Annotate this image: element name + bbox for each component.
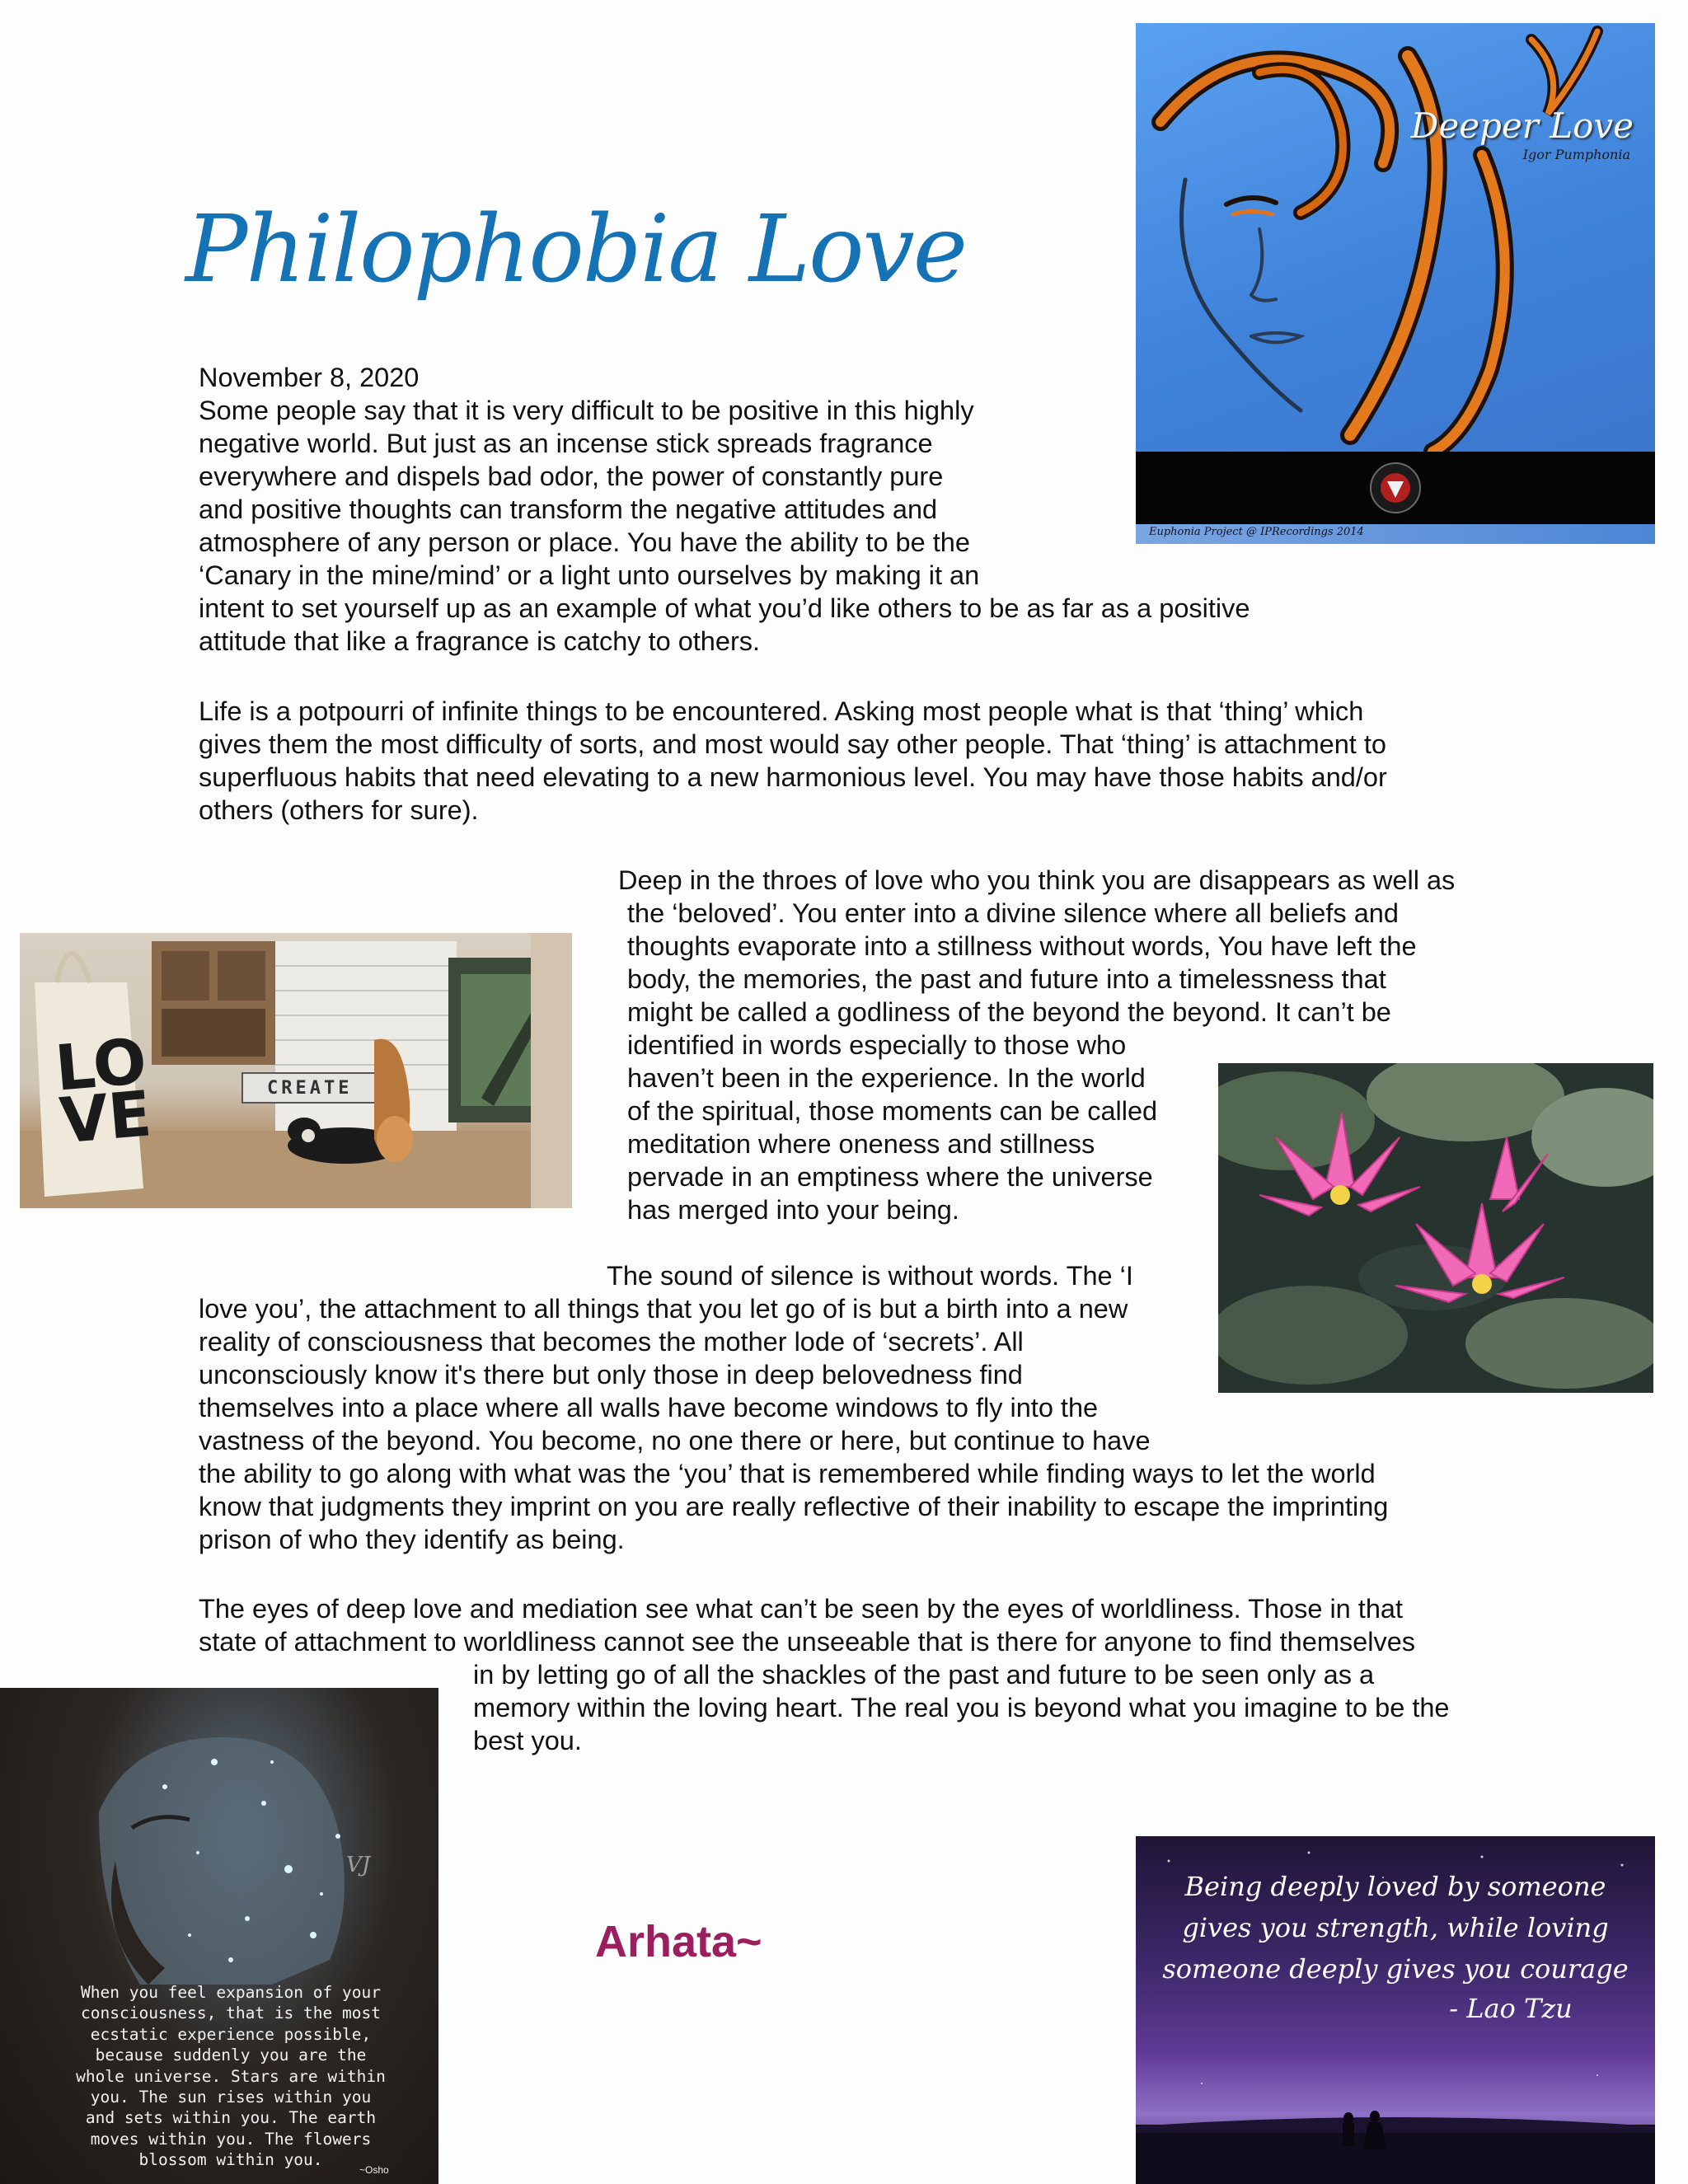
- text-line: the ability to go along with what was the ‘you’ that is remembered while finding ways to let the world: [199, 1459, 1376, 1488]
- quote-line: Being deeply loved by someone: [1184, 1871, 1606, 1902]
- text-line: The sound of silence is without words. The ‘I: [607, 1261, 1133, 1291]
- text-line: the ‘beloved’. You enter into a divine silence where all beliefs and: [627, 898, 1399, 928]
- text-line: thoughts evaporate into a stillness without words, You have left the: [627, 931, 1417, 961]
- album-artist: Igor Pumphonia: [1522, 147, 1630, 162]
- quote-line: ecstatic experience possible,: [90, 2024, 372, 2044]
- create-sign: CREATE: [267, 1078, 353, 1099]
- text-line: in by letting go of all the shackles of the past and future to be seen only as a: [473, 1660, 1375, 1690]
- album-credits: Euphonia Project @ IPRecordings 2014: [1149, 526, 1364, 538]
- quote-line: moves within you. The flowers: [90, 2129, 372, 2149]
- album-band: [1136, 452, 1655, 524]
- quote-line: consciousness, that is the most: [81, 2004, 381, 2023]
- love-bag-photo: [20, 933, 572, 1208]
- text-line: vastness of the beyond. You become, no one there or here, but continue to have: [199, 1426, 1151, 1455]
- text-line: unconsciously know it's there but only those in deep belovedness find: [199, 1360, 1023, 1390]
- quote-line: you. The sun rises within you: [90, 2088, 372, 2107]
- text-line: ‘Canary in the mine/mind’ or a light unto ourselves by making it an: [199, 560, 980, 590]
- text-line: Life is a potpourri of infinite things to be encountered. Asking most people what is that ‘thing’ which: [199, 696, 1364, 726]
- bag-letter: E: [105, 1076, 155, 1154]
- text-line: negative world. But just as an incense stick spreads fragrance: [199, 429, 933, 458]
- text-line: prison of who they identify as being.: [199, 1525, 625, 1554]
- text-line: atmosphere of any person or place. You have the ability to be the: [199, 527, 970, 557]
- text-line: has merged into your being.: [627, 1195, 959, 1225]
- quote-line: When you feel expansion of your: [81, 1983, 381, 2002]
- quote-line: because suddenly you are the: [95, 2046, 367, 2065]
- quote-line: someone deeply gives you courage: [1162, 1953, 1629, 1985]
- quote-line: whole universe. Stars are within: [76, 2066, 386, 2086]
- quote-attribution: - Lao Tzu: [1449, 1993, 1573, 2024]
- text-line: know that judgments they imprint on you are really reflective of their inability to escape the imprinting: [199, 1492, 1389, 1521]
- text-line: themselves into a place where all walls have become windows to fly into the: [199, 1393, 1099, 1422]
- text-line: memory within the loving heart. The real you is beyond what you imagine to be the: [473, 1693, 1450, 1722]
- quote-line: and sets within you. The earth: [85, 2108, 377, 2128]
- text-line: intent to set yourself up as an example of what you’d like others to be as far as a positive: [199, 593, 1250, 623]
- text-line: of the spiritual, those moments can be called: [627, 1096, 1158, 1126]
- lao-tzu-quote-image: [1136, 1836, 1655, 2184]
- bag-letter: V: [57, 1080, 112, 1158]
- osho-quote-image: [0, 1688, 438, 2184]
- text-line: Deep in the throes of love who you think you are disappears as well as: [618, 865, 1456, 895]
- post-date: November 8, 2020: [199, 363, 420, 392]
- album-cover-image: [1136, 23, 1655, 544]
- osho-quote-text: [0, 1982, 438, 2171]
- text-line: best you.: [473, 1726, 582, 1755]
- text-line: identified in words especially to those who: [627, 1030, 1127, 1060]
- text-line: body, the memories, the past and future into a timelessness that: [627, 964, 1386, 994]
- author-signature: Arhata~: [595, 1917, 762, 1966]
- text-line: gives them the most difficulty of sorts, and most would say other people. That ‘thing’ is attachment to: [199, 729, 1386, 759]
- lotus-flowers-photo: [1218, 1063, 1653, 1393]
- bag-letter: L: [52, 1029, 96, 1105]
- text-line: reality of consciousness that becomes the mother lode of ‘secrets’. All: [199, 1327, 1024, 1357]
- text-line: The eyes of deep love and mediation see what can’t be seen by the eyes of worldliness. Those in that: [199, 1594, 1403, 1624]
- text-line: love you’, the attachment to all things that you let go of is but a birth into a new: [199, 1294, 1128, 1324]
- page-title: Philophobia Love: [185, 196, 967, 303]
- text-line: might be called a godliness of the beyond the beyond. It can’t be: [627, 997, 1391, 1027]
- text-line: meditation where oneness and stillness: [627, 1129, 1095, 1159]
- text-line: others (others for sure).: [199, 795, 479, 825]
- text-line: attitude that like a fragrance is catchy to others.: [199, 626, 761, 656]
- bag-letter: O: [90, 1024, 150, 1102]
- quote-line: blossom within you.: [138, 2150, 323, 2170]
- quote-line: gives you strength, while loving: [1182, 1912, 1609, 1943]
- album-title: Deeper Love: [1410, 105, 1634, 146]
- text-line: superfluous habits that need elevating to a new harmonious level. You may have those habits and/or: [199, 762, 1387, 792]
- text-line: and positive thoughts can transform the negative attitudes and: [199, 494, 938, 524]
- quote-attribution: ~Osho: [359, 2164, 389, 2176]
- text-line: state of attachment to worldliness cannot see the unseeable that is there for anyone to find themselves: [199, 1627, 1416, 1657]
- text-line: Some people say that it is very difficult to be positive in this highly: [199, 396, 974, 425]
- artist-mark: VJ: [346, 1853, 371, 1877]
- text-line: everywhere and dispels bad odor, the power of constantly pure: [199, 462, 944, 491]
- text-line: haven’t been in the experience. In the world: [627, 1063, 1146, 1093]
- text-line: pervade in an emptiness where the universe: [627, 1162, 1153, 1192]
